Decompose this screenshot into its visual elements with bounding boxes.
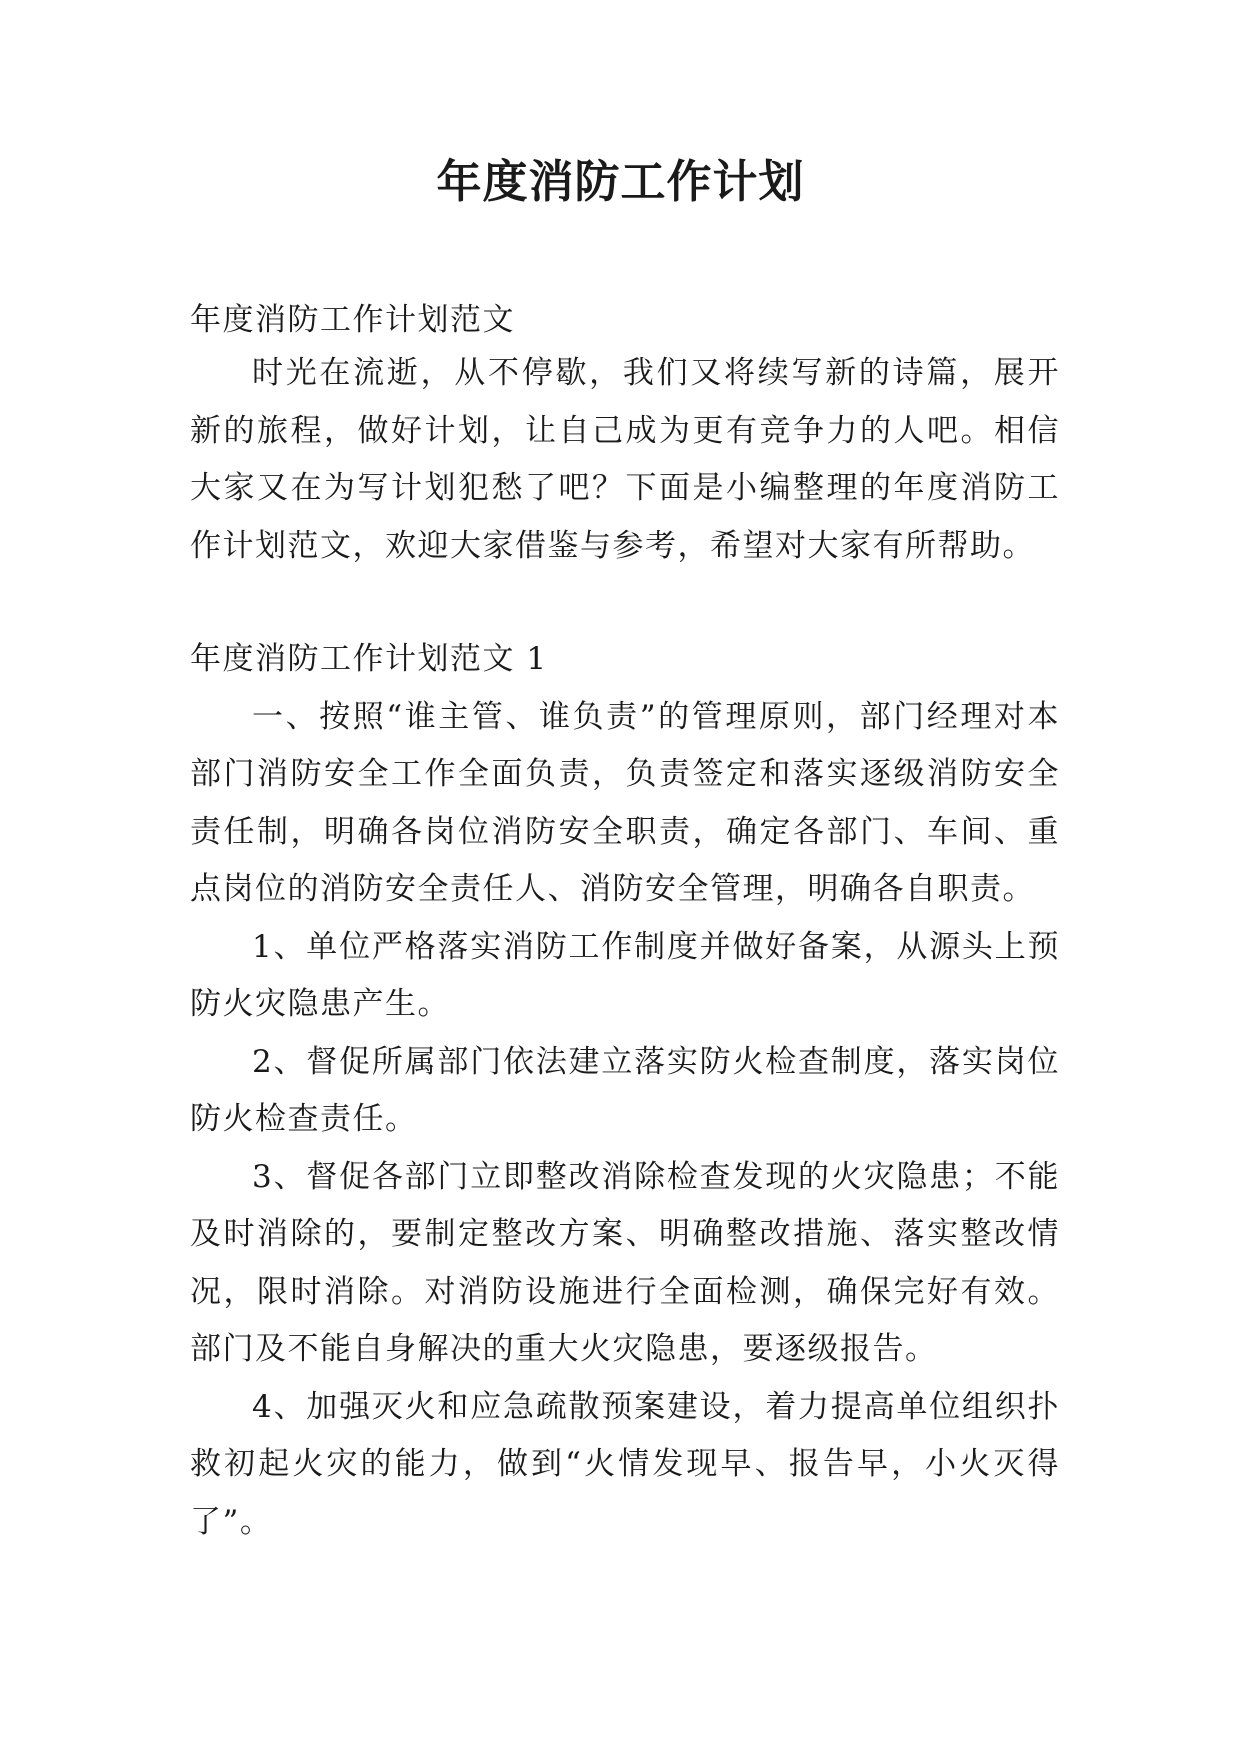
section-1-paragraph: 1、单位严格落实消防工作制度并做好备案，从源头上预防火灾隐患产生。: [190, 928, 1060, 1022]
section-1-paragraph: 2、督促所属部门依法建立落实防火检查制度，落实岗位防火检查责任。: [190, 1043, 1060, 1137]
document-subtitle: 年度消防工作计划范文: [190, 302, 515, 338]
document-title: 年度消防工作计划: [436, 155, 805, 208]
section-1-paragraph: 一、按照“谁主管、谁负责”的管理原则，部门经理对本部门消防安全工作全面负责，负责签定和落实逐级消防安全责任制，明确各岗位消防安全职责，确定各部门、车间、重点岗位的消防安全责任人、消防安全管理，明确各自职责。: [190, 698, 1060, 907]
intro-paragraph: 时光在流逝，从不停歇，我们又将续写新的诗篇，展开新的旅程，做好计划，让自己成为更有竞争力的人吧。相信大家又在为写计划犯愁了吧？下面是小编整理的年度消防工作计划范文，欢迎大家借鉴与参考，希望对大家有所帮助。: [190, 355, 1060, 564]
section-1-paragraph: 3、督促各部门立即整改消除检查发现的火灾隐患；不能及时消除的，要制定整改方案、明确整改措施、落实整改情况，限时消除。对消防设施进行全面检测，确保完好有效。部门及不能自身解决的重大火灾隐患，要逐级报告。: [190, 1158, 1060, 1367]
section-1-heading: 年度消防工作计划范文 1: [190, 641, 548, 677]
section-1-paragraph: 4、加强灭火和应急疏散预案建设，着力提高单位组织扑救初起火灾的能力，做到“火情发现早、报告早，小火灭得了”。: [190, 1388, 1060, 1540]
section-1: [190, 631, 1060, 1551]
